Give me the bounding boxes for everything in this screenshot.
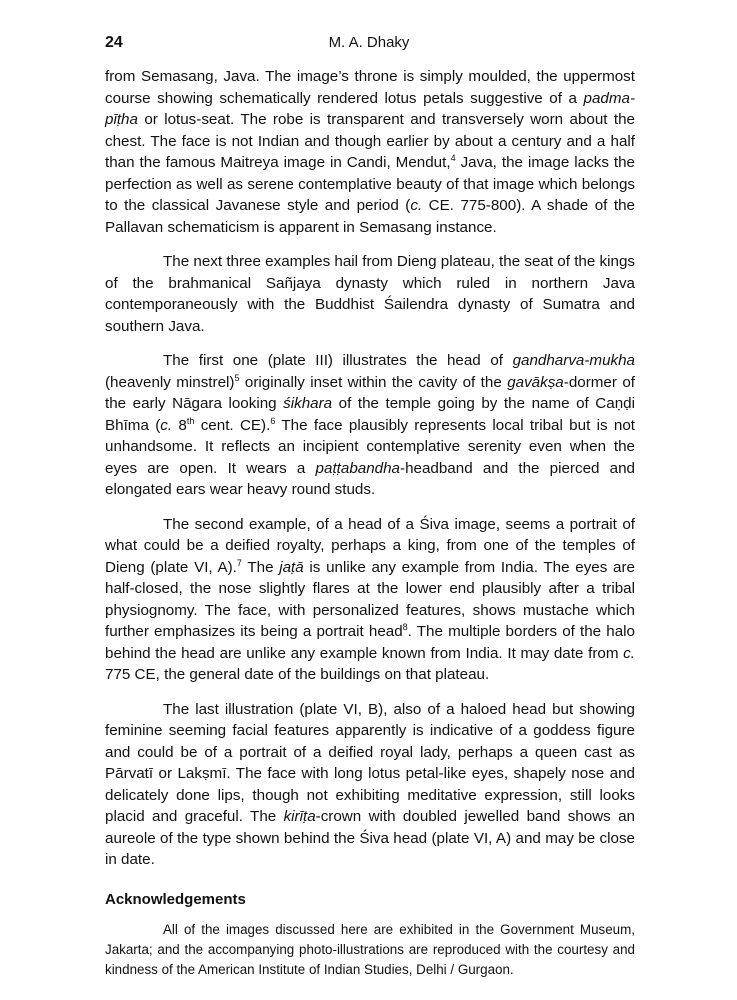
running-head-author: M. A. Dhaky <box>328 34 410 51</box>
text-run: -dormer of the early Nāgara looking <box>105 373 635 412</box>
italic-term: śikhara <box>283 395 333 412</box>
footnote-marker: th <box>186 415 195 426</box>
text-run: -headband and the pierced and elongated ears wear heavy round studs. <box>105 459 635 498</box>
text-run: The last illustration (plate VI, B), also of a haloed head but showing feminine seeming facial features apparently is indicative of a goddess figure and could be of a portrait of a deified royal lady, perhaps a queen cast as Pārvatī or Lakṣmī. The face with long lotus petal-like eyes, shapely nose and delicately done lips, though not exhibiting meditative expression, still looks placid and graceful. The <box>105 700 635 825</box>
footnote-marker: 6 <box>270 415 276 426</box>
text-run: is unlike any example from India. The eyes are half-closed, the nose slightly flares at the lower end plausibly after a tribal physiognomy. The face, with personalized features, shows mustache which further emphasizes its being a portrait head <box>105 558 635 640</box>
paragraph <box>105 350 635 501</box>
body-text <box>105 66 635 980</box>
text-run: 775 CE, the general date of the buildings on that plateau. <box>105 666 490 683</box>
footnote-marker: 7 <box>236 557 242 568</box>
italic-term: padma-pīṭha <box>105 89 635 128</box>
paragraph <box>105 66 635 238</box>
italic-term: gavākṣa <box>507 373 564 391</box>
italic-term: kirīṭa <box>283 808 316 825</box>
text-run: (heavenly minstrel) <box>105 373 235 391</box>
italic-term: gandharva-mukha <box>512 352 635 369</box>
acknowledgements-text: All of the images discussed here are exhibited in the Government Museum, Jakarta; and the accompanying photo-illustrations are reproduced with the courtesy and kindness of the American Institute of Indian Studies, Delhi / Gurgaon. <box>105 922 635 977</box>
footnote-marker: 4 <box>450 152 456 163</box>
text-run: 8 <box>172 416 187 434</box>
italic-term: c. <box>160 416 173 434</box>
text-run: The first one (plate III) illustrates the head of <box>163 352 513 369</box>
text-run: . The multiple borders of the halo behind the head are unlike any example known from India. It may date from <box>105 623 635 662</box>
text-run: originally inset within the cavity of the <box>239 373 508 391</box>
page-number: 24 <box>105 34 123 51</box>
text-run: cent. CE). <box>194 416 271 434</box>
page-header <box>105 34 633 56</box>
text-run: The <box>241 558 280 576</box>
text-run: The next three examples hail from Dieng plateau, the seat of the kings of the brahmanical Sañjaya dynasty which ruled in northern Java contemporaneously with the Buddhist Śailendra dynasty of Sumatra and southern Java. <box>105 253 635 335</box>
paragraph <box>105 514 635 686</box>
italic-term: c. <box>410 197 423 214</box>
paragraph <box>105 699 635 871</box>
text-run: Java, the image lacks the perfection as well as serene contemplative beauty of that image which belongs to the classical Javanese style and period ( <box>105 154 636 214</box>
paragraph <box>105 251 635 337</box>
text-run: -crown with doubled jewelled band shows an aureole of the type shown behind the Śiva head (plate VI, A) and may be close in date. <box>105 808 635 868</box>
text-run: The second example, of a head of a Śiva image, seems a portrait of what could be a deified royalty, perhaps a king, from one of the temples of Dieng (plate VI, A). <box>105 515 635 576</box>
acknowledgements-heading: Acknowledgements <box>105 890 246 908</box>
italic-term: paṭṭabandha <box>315 459 401 477</box>
text-run: from Semasang, Java. The image’s throne is simply moulded, the uppermost course showing schematically rendered lotus petals suggestive of a <box>105 68 635 107</box>
text-run: or lotus-seat. The robe is transparent and transversely worn about the chest. The face is not Indian and though earlier by about a century and a half than the famous Maitreya image in Candi, Mendut, <box>105 111 635 171</box>
text-run: CE. 775-800). A shade of the Pallavan schematicism is apparent in Semasang instance. <box>105 197 635 236</box>
text-run: of the temple going by the name of Caṇḍi Bhīma ( <box>105 395 635 434</box>
footnote-marker: 8 <box>402 621 408 632</box>
italic-term: c. <box>623 644 635 662</box>
text-run: The face plausibly represents local tribal but is not unhandsome. It reflects an incipient contemplative serenity even when the eyes are open. It wears a <box>105 416 635 477</box>
paragraph-list <box>105 66 635 871</box>
italic-term: jaṭā <box>279 558 304 576</box>
footnote-marker: 5 <box>234 372 240 383</box>
